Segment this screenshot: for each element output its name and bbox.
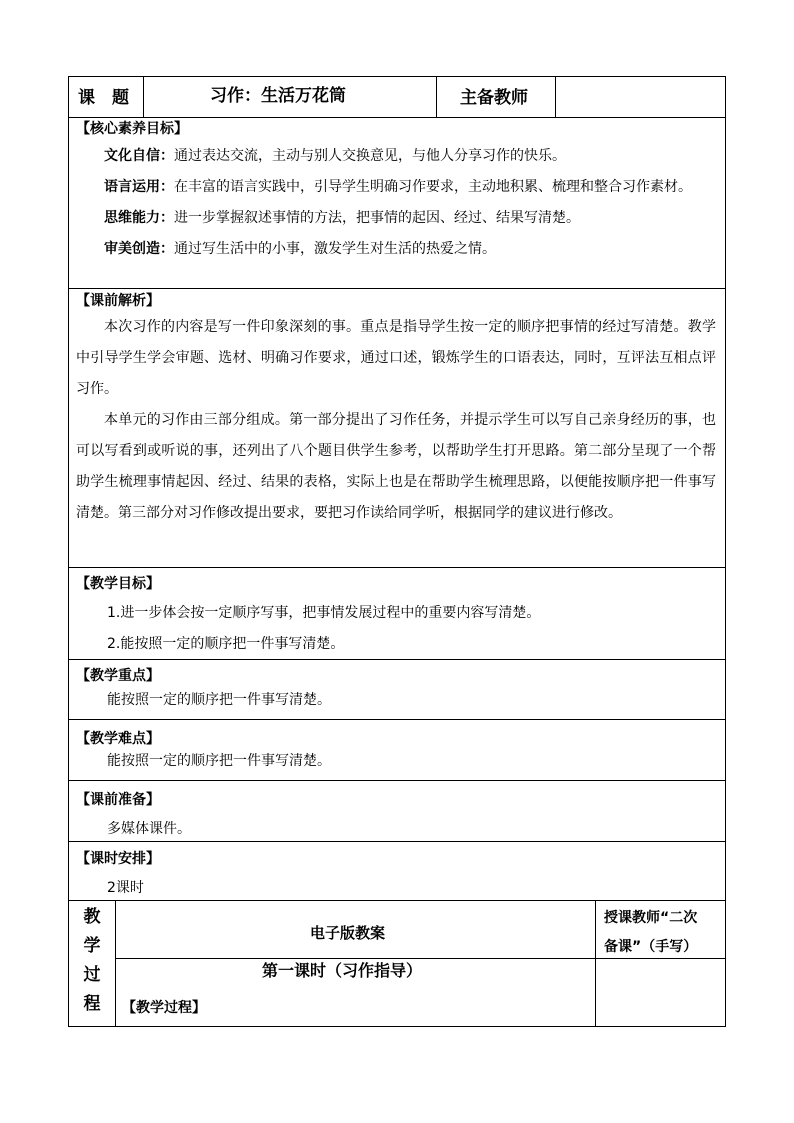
process-side-label xyxy=(70,903,114,1019)
core-goal-item xyxy=(76,172,716,203)
topic-value: 习作：生活万花筒 xyxy=(210,86,346,106)
topic-label: 课 题 xyxy=(78,88,129,108)
process-side-char: 过 xyxy=(83,965,101,985)
process-side-char: 学 xyxy=(83,936,101,956)
schedule-text: 2课时 xyxy=(107,880,144,896)
handwritten-label-line1: 授课教师“二次 xyxy=(604,910,698,926)
core-goal-label: 语言运用： xyxy=(104,179,174,195)
row-divider-key-points xyxy=(68,719,726,720)
row-divider-analysis xyxy=(68,567,726,568)
preparation-title: 【课前准备】 xyxy=(76,792,160,808)
process-divider-right xyxy=(595,900,596,1026)
core-goal-label: 思维能力： xyxy=(104,210,174,226)
core-goal-text: 通过写生活中的小事，激发学生对生活的热爱之情。 xyxy=(174,241,496,257)
core-goal-text: 在丰富的语言实践中，引导学生明确习作要求，主动地积累、梳理和整合习作素材。 xyxy=(174,179,692,195)
teacher-label: 主备教师 xyxy=(460,88,528,108)
row-divider-objectives xyxy=(68,659,726,660)
row-divider-header xyxy=(68,117,726,118)
table-border-bottom xyxy=(68,1026,726,1027)
difficulties-text: 能按照一定的顺序把一件事写清楚。 xyxy=(107,753,331,769)
core-goal-text: 通过表达交流，主动与别人交换意见，与他人分享习作的快乐。 xyxy=(174,148,566,164)
objective-item: 1.进一步体会按一定顺序写事，把事情发展过程中的重要内容写清楚。 xyxy=(107,605,541,621)
key-points-text: 能按照一定的顺序把一件事写清楚。 xyxy=(107,692,331,708)
row-divider-core-goals xyxy=(68,288,726,289)
table-border-left xyxy=(68,76,69,1027)
handwritten-label-line2: 备课”（手写） xyxy=(604,939,698,955)
row-divider-preparation xyxy=(68,841,726,842)
lesson-title: 第一课时（习作指导） xyxy=(262,961,423,980)
analysis-paragraph: 本次习作的内容是写一件印象深刻的事。重点是指导学生按一定的顺序把事情的经过写清楚。教学中引导学生学会审题、选材、明确习作要求，通过口述，锻炼学生的口语表达，同时，互评法互相点评习作。 xyxy=(76,319,716,397)
process-divider-left xyxy=(115,900,116,1026)
header-divider-2 xyxy=(436,76,437,117)
core-goals-body xyxy=(76,141,716,265)
core-goal-label: 文化自信： xyxy=(104,148,174,164)
process-side-char: 教 xyxy=(83,907,101,927)
core-goal-item xyxy=(76,234,716,265)
analysis-body xyxy=(76,312,716,529)
objective-item: 2.能按照一定的顺序把一件事写清楚。 xyxy=(107,636,345,652)
schedule-title: 【课时安排】 xyxy=(76,851,160,867)
core-goals-title: 【核心素养目标】 xyxy=(76,121,188,137)
header-divider-1 xyxy=(143,76,144,117)
row-divider-difficulties xyxy=(68,780,726,781)
row-divider-schedule xyxy=(68,900,726,901)
analysis-title: 【课前解析】 xyxy=(76,293,160,309)
analysis-paragraph: 本单元的习作由三部分组成。第一部分提出了习作任务，并提示学生可以写自己亲身经历的事，也可以写看到或听说的事，还列出了八个题目供学生参考，以帮助学生打开思路。第二部分呈现了一个帮助学生梳理事情起因、经过、结果的表格，实际上也是在帮助学生梳理思路，以便能按顺序把一件事写清楚。第三部分对习作修改提出要求，要把习作读给同学听，根据同学的建议进行修改。 xyxy=(76,412,716,521)
row-divider-process-inner xyxy=(115,958,726,959)
objectives-title: 【教学目标】 xyxy=(76,576,160,592)
core-goal-text: 进一步掌握叙述事情的方法，把事情的起因、经过、结果写清楚。 xyxy=(174,210,580,226)
key-points-title: 【教学重点】 xyxy=(76,668,160,684)
core-goal-item xyxy=(76,141,716,172)
header-divider-3 xyxy=(555,76,556,117)
table-border-top xyxy=(68,76,726,77)
process-section-title: 【教学过程】 xyxy=(122,1000,206,1016)
table-border-right xyxy=(725,76,726,1027)
process-side-char: 程 xyxy=(83,994,101,1014)
preparation-text: 多媒体课件。 xyxy=(107,821,191,837)
electronic-plan-label: 电子版教案 xyxy=(310,924,386,942)
difficulties-title: 【教学难点】 xyxy=(76,731,160,747)
core-goal-label: 审美创造： xyxy=(104,241,174,257)
core-goal-item xyxy=(76,203,716,234)
